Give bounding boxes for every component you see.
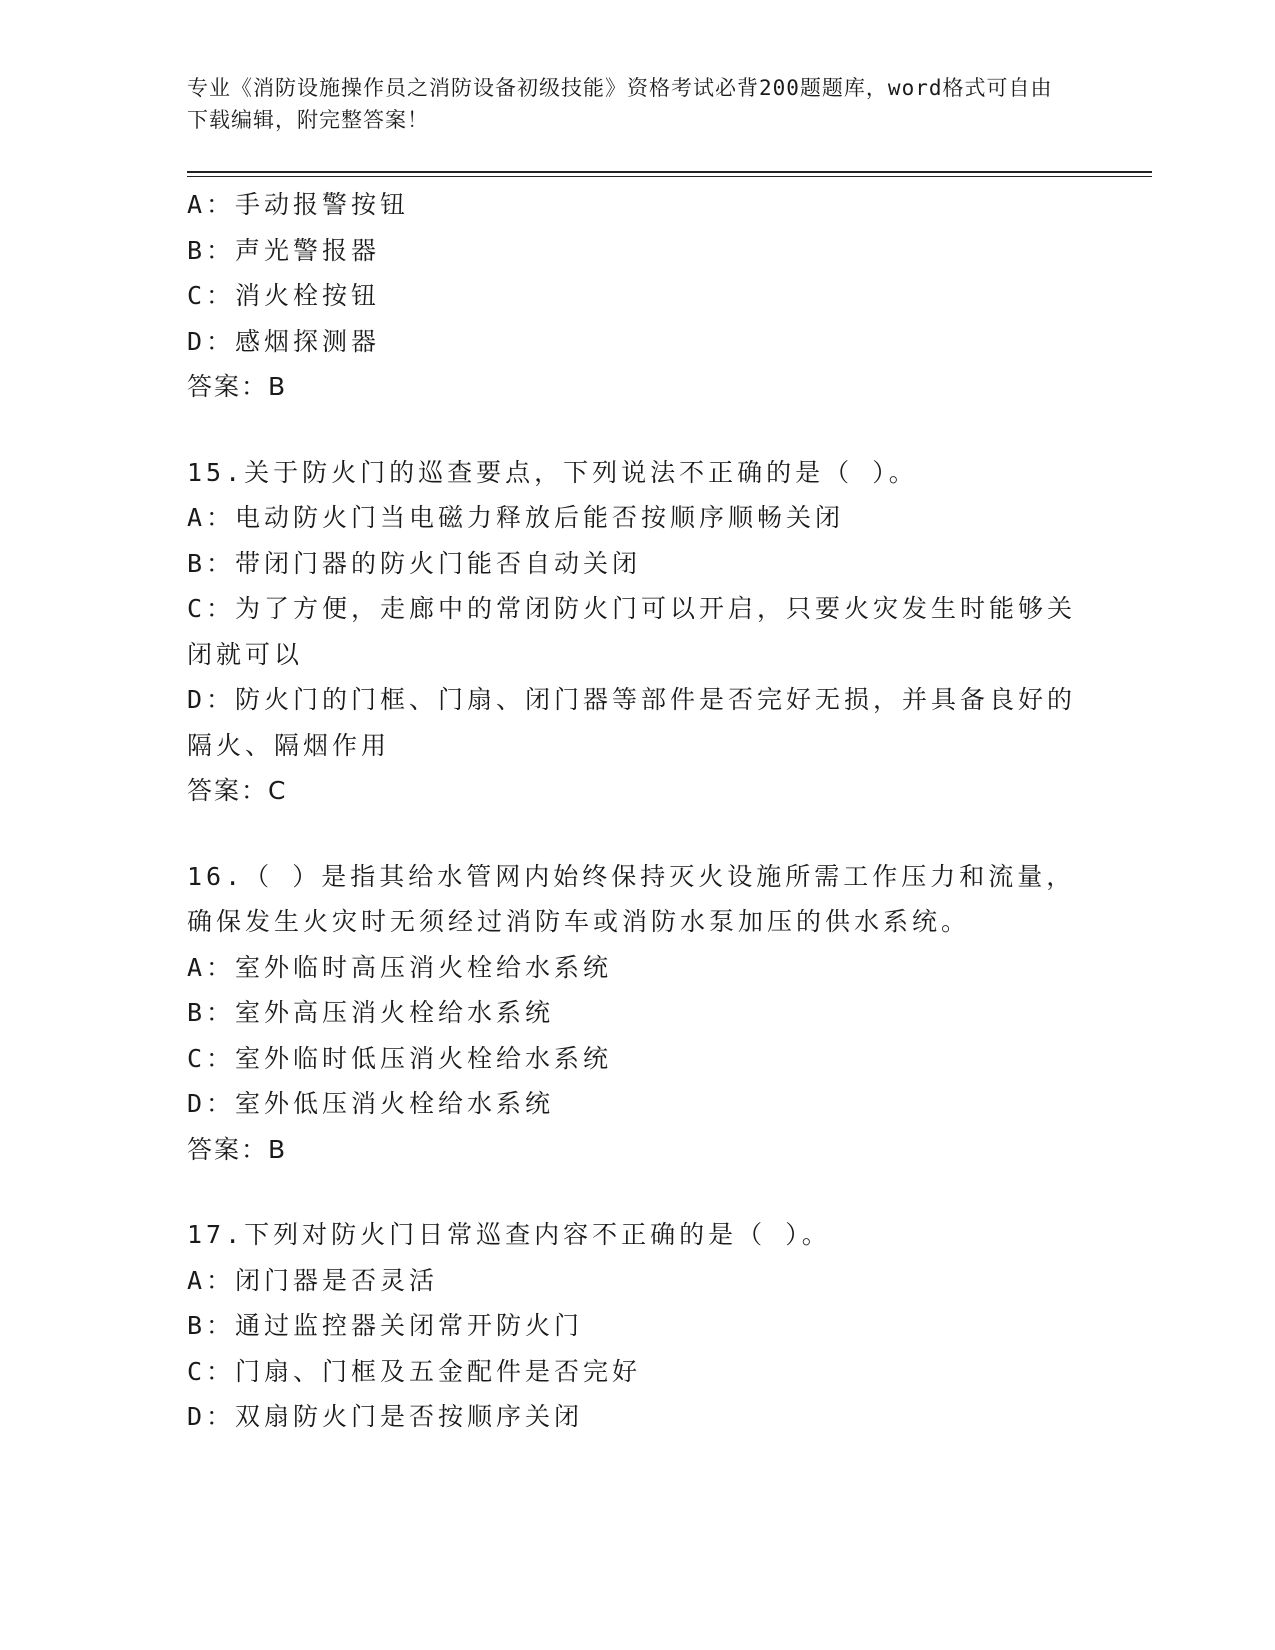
option-c: C：消火栓按钮	[187, 281, 381, 310]
question-list	[187, 182, 1152, 1440]
document-header: 专业《消防设施操作员之消防设备初级技能》资格考试必背200题题库，word格式可自由下载编辑，附完整答案！	[187, 76, 1053, 132]
answer-line: 答案：B	[187, 1134, 288, 1164]
option-a: A：室外临时高压消火栓给水系统	[187, 952, 613, 982]
question-block-17	[187, 1212, 1152, 1440]
question-block-15	[187, 450, 1152, 814]
answer-line: 答案：B	[187, 372, 288, 401]
question-block-16	[187, 854, 1152, 1173]
option-d: D：感烟探测器	[187, 326, 381, 356]
question-stem: 17.下列对防火门日常巡查内容不正确的是（ ）。	[187, 1220, 831, 1249]
option-a: A：手动报警按钮	[187, 190, 410, 219]
option-b: B：带闭门器的防火门能否自动关闭	[187, 548, 642, 578]
option-c: C：为了方便，走廊中的常闭防火门可以开启，只要火灾发生时能够关闭就可以	[187, 594, 1077, 669]
option-d: D：防火门的门框、门扇、闭门器等部件是否完好无损，并具备良好的隔火、隔烟作用	[187, 685, 1077, 760]
option-c: C：门扇、门框及五金配件是否完好	[187, 1356, 642, 1386]
option-d: D：室外低压消火栓给水系统	[187, 1089, 555, 1118]
question-stem: 15.关于防火门的巡查要点，下列说法不正确的是（ ）。	[187, 457, 918, 487]
document-page	[187, 72, 1152, 1440]
option-a: A：电动防火门当电磁力释放后能否按顺序顺畅关闭	[187, 503, 845, 532]
question-block-14	[187, 182, 1152, 410]
option-c: C：室外临时低压消火栓给水系统	[187, 1043, 613, 1073]
answer-line: 答案：C	[187, 776, 288, 805]
option-b: B：声光警报器	[187, 235, 381, 265]
option-a: A：闭门器是否灵活	[187, 1265, 439, 1295]
option-b: B：通过监控器关闭常开防火门	[187, 1311, 584, 1340]
option-b: B：室外高压消火栓给水系统	[187, 998, 555, 1027]
question-stem: 16.（ ）是指其给水管网内始终保持灭火设施所需工作压力和流量，确保发生火灾时无须经过消防车或消防水泵加压的供水系统。	[187, 861, 1076, 936]
option-d: D：双扇防火门是否按顺序关闭	[187, 1402, 584, 1431]
header-divider	[187, 171, 1152, 173]
